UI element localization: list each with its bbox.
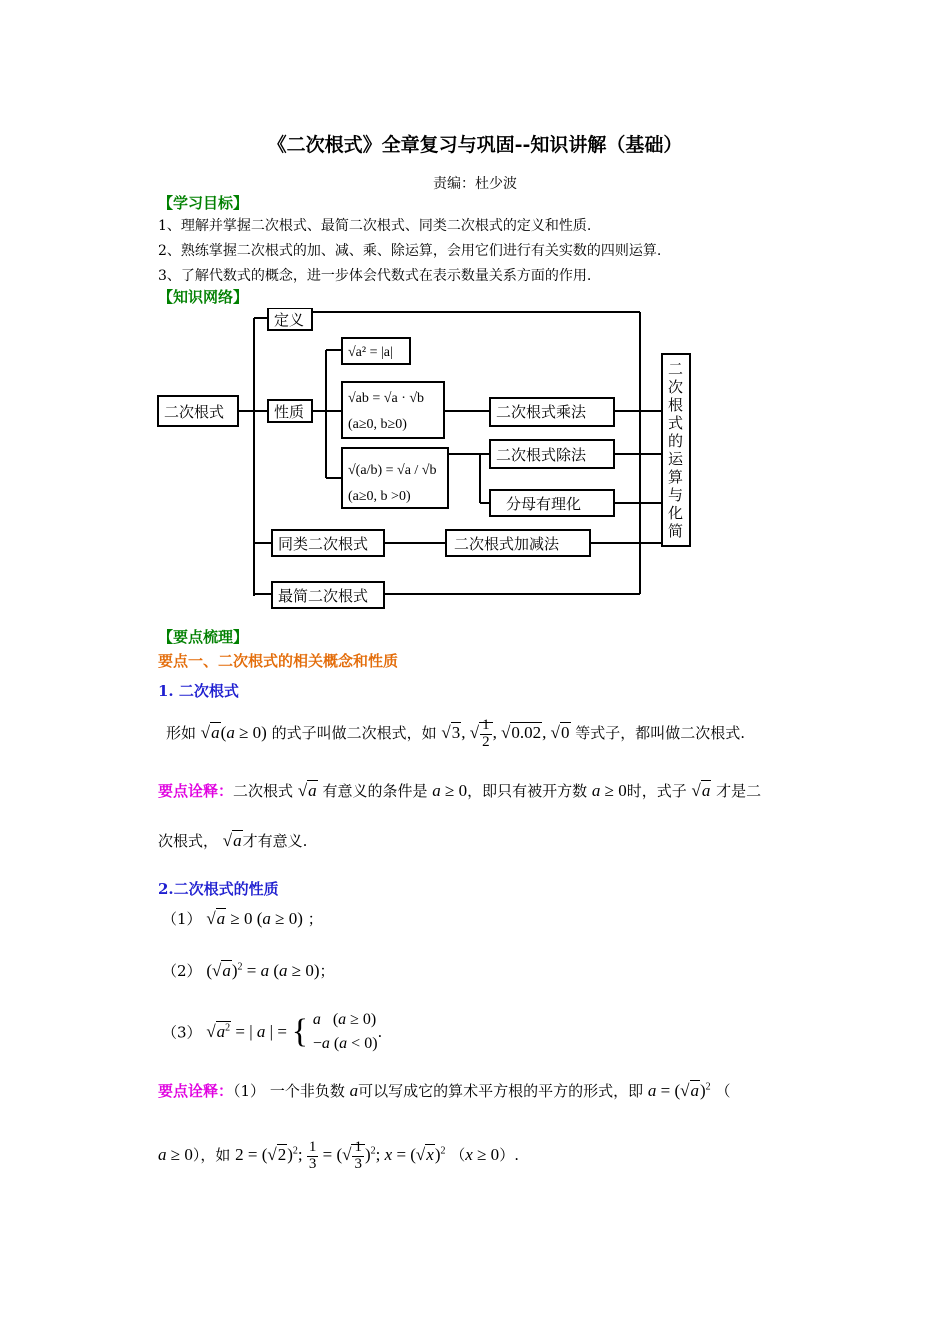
- network-heading: 【知识网络】: [158, 288, 249, 306]
- note1-line1: 要点诠释：二次根式 √a 有意义的条件是 a ≥ 0，即只有被开方数 a ≥ 0时，式子 √a 才是二: [158, 781, 762, 800]
- label-same-type: 同类二次根式: [278, 535, 369, 553]
- svg-text:简: 简: [668, 522, 684, 540]
- page-title: 《二次根式》全章复习与巩固--知识讲解（基础）: [267, 134, 683, 156]
- svg-text:二: 二: [668, 360, 684, 378]
- goal-3: 3、了解代数式的概念，进一步体会代数式在表示数量关系方面的作用.: [158, 268, 592, 284]
- goal-2: 2、熟练掌握二次根式的加、减、乘、除运算，会用它们进行有关实数的四则运算.: [158, 243, 662, 259]
- svg-text:次: 次: [668, 378, 684, 396]
- label-root: 二次根式: [164, 403, 225, 421]
- goals-heading: 【学习目标】: [158, 194, 249, 212]
- label-divide: 二次根式除法: [496, 446, 587, 464]
- sub1-heading: 1. 二次根式: [158, 682, 239, 700]
- definition-line: 形如 √a(a ≥ 0) 的式子叫做二次根式，如 √3, √ $\frac{1}{2}$ , √0.02, √0 等式子，都叫做二次根式.: [166, 717, 746, 750]
- sub2-heading: 2.二次根式的性质: [158, 880, 279, 898]
- note1-line2: 次根式， √a才有意义.: [158, 831, 308, 850]
- property-1: （1） √a ≥ 0 (a ≥ 0) ；: [162, 909, 323, 928]
- label-simplest: 最简二次根式: [278, 587, 369, 605]
- formula3-text: √(a/b) = √a / √b: [348, 463, 437, 478]
- label-property: 性质: [274, 403, 305, 421]
- property-3: （3） $√a^2$ = | a | = { a (a ≥ 0) −a (a < 0).: [162, 1011, 383, 1052]
- svg-text:根: 根: [668, 396, 684, 414]
- formula3-cond: (a≥0, b >0): [348, 489, 411, 504]
- label-rationalize: 分母有理化: [506, 495, 582, 513]
- property-2: （2） $(√a)^2 = a$ (a ≥ 0)；: [162, 961, 335, 980]
- svg-text:运: 运: [668, 450, 684, 468]
- formula2-cond: (a≥0, b≥0): [348, 417, 407, 432]
- goal-1: 1、理解并掌握二次根式、最简二次根式、同类二次根式的定义和性质.: [158, 218, 592, 234]
- svg-text:式: 式: [668, 414, 684, 432]
- knowledge-network-diagram: [150, 308, 700, 613]
- formula1-text: √a² = |a|: [348, 345, 393, 360]
- svg-text:算: 算: [668, 468, 684, 486]
- editor-line: 责编：杜少波: [433, 176, 517, 192]
- svg-text:化: 化: [668, 504, 684, 522]
- formula2-text: √ab = √a · √b: [348, 391, 425, 406]
- svg-text:的: 的: [668, 432, 684, 450]
- label-operations: [668, 360, 684, 540]
- label-add-sub: 二次根式加减法: [454, 535, 560, 553]
- svg-text:与: 与: [668, 486, 684, 504]
- note2-line2: a ≥ 0），如 $2 = (√2)^2$; $\frac{1}{3}$ = (√ $\frac{1}{3}$ )$^2$; $x = (√x)^2$ （x ≥ 0）.: [158, 1139, 519, 1172]
- label-multiply: 二次根式乘法: [496, 403, 587, 421]
- points-heading: 【要点梳理】: [158, 628, 249, 646]
- point1-heading: 要点一、二次根式的相关概念和性质: [158, 652, 399, 670]
- label-definition: 定义: [274, 311, 305, 329]
- note2-line1: 要点诠释：（1） 一个非负数 a可以写成它的算术平方根的平方的形式，即 $a = (√a)^2$ （: [158, 1081, 731, 1100]
